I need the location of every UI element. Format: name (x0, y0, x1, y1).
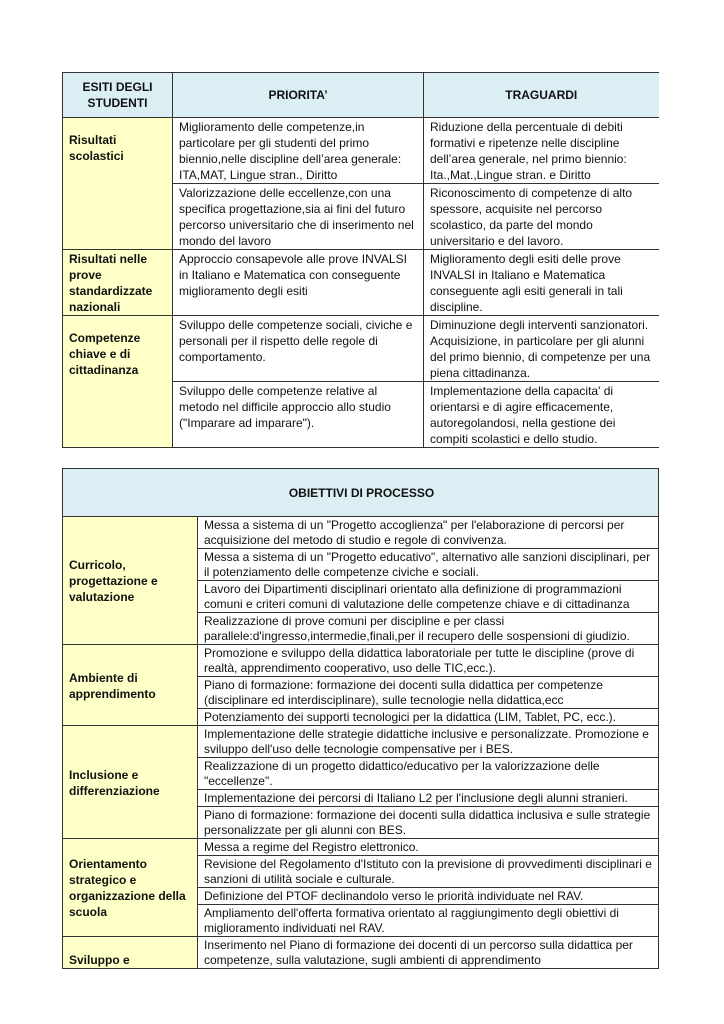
obiettivo-cell: Implementazione delle strategie didattiche inclusive e personalizzate. Promozione e sviluppo dell'uso delle tecnologie compensative per i BES. (198, 726, 659, 758)
table-row (63, 250, 659, 316)
obiettivo-cell: Realizzazione di prove comuni per discipline e per classi parallele:d'ingresso,intermedie,finali,per il recupero delle sospensioni di giudizio. (198, 613, 659, 645)
table-row (63, 645, 659, 677)
obiettivo-cell: Messa a regime del Registro elettronico. (198, 839, 659, 856)
category-cell: Competenze chiave e di cittadinanza (63, 316, 173, 448)
category-cell: Risultati scolastici (63, 118, 173, 250)
traguardi-cell: Diminuzione degli interventi sanzionatori. Acquisizione, in particolare per gli alunni del primo biennio, di competenze per una piena cittadinanza. (424, 316, 659, 382)
obiettivo-cell: Piano di formazione: formazione dei docenti sulla didattica per competenze (disciplinare ed interdisciplinare), sulle tecnologie nella didattica,ecc (198, 677, 659, 709)
header-priorita: PRIORITA’ (173, 73, 424, 118)
table-row (63, 517, 659, 549)
category-cell: Curricolo, progettazione e valutazione (63, 517, 198, 645)
table-row (63, 937, 659, 969)
header-esiti: ESITI DEGLI STUDENTI (63, 73, 173, 118)
obiettivo-cell: Definizione del PTOF declinandolo verso le priorità individuate nel RAV. (198, 888, 659, 905)
table-row (63, 726, 659, 758)
traguardi-cell: Miglioramento degli esiti delle prove INVALSI in Italiano e Matematica conseguente agli esiti generali in tali discipline. (424, 250, 659, 316)
priorita-cell: Approccio consapevole alle prove INVALSI in Italiano e Matematica con conseguente miglioramento degli esiti (173, 250, 424, 316)
obiettivo-cell: Implementazione dei percorsi di Italiano L2 per l'inclusione degli alunni stranieri. (198, 790, 659, 807)
obiettivi-table (62, 468, 659, 969)
obiettivi-header-row (63, 469, 659, 517)
obiettivo-cell: Revisione del Regolamento d'Istituto con la previsione di provvedimenti disciplinari e sanzioni di utilità sociale e culturale. (198, 856, 659, 888)
obiettivo-cell: Piano di formazione: formazione dei docenti sulla didattica inclusiva e sulle strategie personalizzate per gli alunni con BES. (198, 807, 659, 839)
priorita-cell: Valorizzazione delle eccellenze,con una specifica progettazione,sia ai fini del futuro percorso universitario che di inserimento nel mondo del lavoro (173, 184, 424, 250)
table-row (63, 118, 659, 184)
obiettivo-cell: Promozione e sviluppo della didattica laboratoriale per tutte le discipline (prove di realtà, apprendimento cooperativo, uso delle TIC,ecc.). (198, 645, 659, 677)
category-cell: Orientamento strategico e organizzazione della scuola (63, 839, 198, 937)
obiettivo-cell: Inserimento nel Piano di formazione dei docenti di un percorso sulla didattica per competenze, sulla valutazione, sugli ambienti di apprendimento (198, 937, 659, 969)
category-cell: Ambiente di apprendimento (63, 645, 198, 726)
obiettivo-cell: Messa a sistema di un "Progetto educativo", alternativo alle sanzioni disciplinari, per il potenziamento delle competenze civiche e sociali. (198, 549, 659, 581)
obiettivo-cell: Potenziamento dei supporti tecnologici per la didattica (LIM, Tablet, PC, ecc.). (198, 709, 659, 726)
table-row (63, 839, 659, 856)
priorita-cell: Miglioramento delle competenze,in particolare per gli studenti del primo biennio,nelle discipline dell’area generale: ITA,MAT, Lingue stran., Diritto (173, 118, 424, 184)
priorita-cell: Sviluppo delle competenze sociali, civiche e personali per il rispetto delle regole di comportamento. (173, 316, 424, 382)
obiettivo-cell: Messa a sistema di un "Progetto accoglienza" per l'elaborazione di percorsi per acquisizione del metodo di studio e regole di convivenza. (198, 517, 659, 549)
traguardi-cell: Riduzione della percentuale di debiti formativi e ripetenze nelle discipline dell’area generale, nel primo biennio: Ita.,Mat.,Lingue stran. e Diritto (424, 118, 659, 184)
obiettivo-cell: Lavoro dei Dipartimenti disciplinari orientato alla definizione di programmazioni comuni e criteri comuni di valutazione delle competenze chiave e di cittadinanza (198, 581, 659, 613)
category-cell: Sviluppo e (63, 937, 198, 969)
header-traguardi: TRAGUARDI (424, 73, 659, 118)
traguardi-cell: Riconoscimento di competenze di alto spessore, acquisite nel percorso scolastico, da parte del mondo universitario e del lavoro. (424, 184, 659, 250)
obiettivo-cell: Ampliamento dell'offerta formativa orientato al raggiungimento degli obiettivi di miglioramento individuati nel RAV. (198, 905, 659, 937)
esiti-table (62, 72, 659, 448)
category-cell: Inclusione e differenziazione (63, 726, 198, 839)
esiti-header-row (63, 73, 659, 118)
traguardi-cell: Implementazione della capacita' di orientarsi e di agire efficacemente, autoregolandosi, nella gestione dei compiti scolastici e dello studio. (424, 382, 659, 448)
obiettivo-cell: Realizzazione di un progetto didattico/educativo per la valorizzazione delle "eccellenze". (198, 758, 659, 790)
table-row (63, 316, 659, 382)
category-cell: Risultati nelle prove standardizzate nazionali (63, 250, 173, 316)
header-obiettivi: OBIETTIVI DI PROCESSO (63, 469, 659, 517)
priorita-cell: Sviluppo delle competenze relative al metodo nel difficile approccio allo studio ("Imparare ad imparare"). (173, 382, 424, 448)
